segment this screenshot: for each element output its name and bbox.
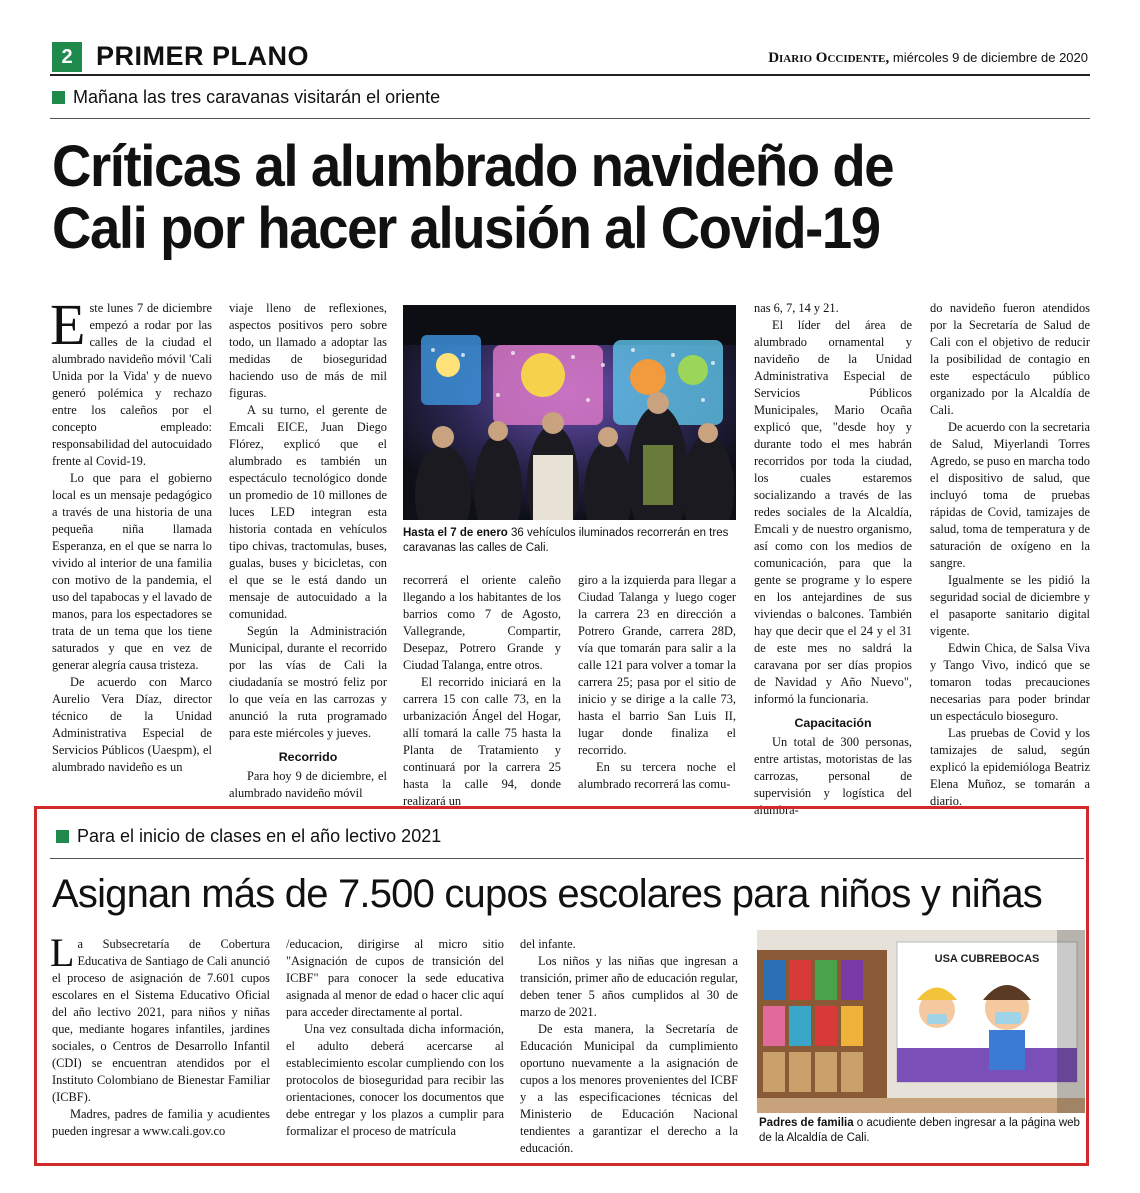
- paragraph: En su tercera noche el alumbrado recorrerá las comu-: [578, 760, 736, 791]
- classroom-photo: [757, 930, 1085, 1113]
- paragraph: a Subsecretaría de Cobertura Educativa de Santiago de Cali anunció el proceso de asignación de 7.601 cupos escolares en el Sistema Educativo Oficial del año lectivo 2021, para niños y niñas que, mediante hogares infantiles, jardines sociales, o Centros de Desarrollo Infantil (CDI) se encuentran atendidos por el Instituto Colombiano de Bienestar Familiar (ICBF).: [52, 937, 270, 1104]
- photo2-caption: [759, 1116, 1087, 1146]
- caption-bold: Padres de familia: [759, 1117, 854, 1129]
- paragraph: Para hoy 9 de diciembre, el alumbrado navideño móvil: [229, 769, 387, 800]
- paragraph: recorrerá el oriente caleño llegando a los habitantes de los barrios como 7 de Agosto, Vallegrande, Compartir, Desepaz, Potrero Grande y Ciudad Talanga, entre otros.: [403, 573, 561, 672]
- paragraph: Los niños y las niñas que ingresan a transición, primer año de educación regular, deben tener 5 años cumplidos al 30 de marzo de 2021.: [520, 954, 738, 1019]
- story1-column-5: [754, 300, 912, 819]
- caravan-photo: [403, 305, 736, 520]
- paragraph: viaje lleno de reflexiones, aspectos positivos pero sobre todo, un llamado a adoptar las medidas de bioseguridad haciendo uso de más de mil figuras.: [229, 301, 387, 400]
- paragraph: Un total de 300 personas, entre artistas, motoristas de las carrozas, personal de supervisión y logística del alumbra-: [754, 735, 912, 817]
- header-rule: [50, 74, 1090, 76]
- paragraph: Según la Administración Municipal, durante el recorrido por las vías de Cali la ciudadanía se mostró feliz por lo que veía en las carrozas y anunció la ruta programado para este miércoles y jueves.: [229, 624, 387, 740]
- kicker-rule: [50, 118, 1090, 119]
- paragraph: nas 6, 7, 14 y 21.: [754, 301, 839, 315]
- paragraph: A su turno, el gerente de Emcali EICE, Juan Diego Flórez, explicó que el alumbrado es también un espectáculo tecnológico donde un promedio de 10 millones de luces LED integran esta historia contada en vehículos tipo chivas, tractomulas, buses, gualas, buses y bicicletas, con el que se le está dando un mensaje de autocuidado a la comunidad.: [229, 403, 387, 621]
- paragraph: De acuerdo con Marco Aurelio Vera Díaz, director técnico de la Unidad Administrativa Especial de Servicios Públicos (Uaespm), el alumbrado navideño es un: [52, 675, 212, 774]
- paper-name: Diario Occidente,: [768, 50, 890, 66]
- story1-column-4: [578, 572, 736, 793]
- page-number: 2: [52, 42, 82, 72]
- paragraph: Edwin Chica, de Salsa Viva y Tango Vivo, indicó que se tomaron todas precauciones necesarias para poder brindar un espectáculo bioseguro.: [930, 641, 1090, 723]
- story1-column-3: [403, 572, 561, 810]
- story1-column-6: [930, 300, 1090, 810]
- section-title: PRIMER PLANO: [96, 41, 310, 71]
- drop-cap: L: [50, 930, 75, 975]
- story1-kicker: [52, 87, 440, 108]
- story2-kicker-text: Para el inicio de clases en el año lectivo 2021: [77, 826, 442, 846]
- paragraph: /educacion, dirigirse al micro sitio "Asignación de cupos de transición del ICBF" para conocer la sede educativa asignada al menor de edad o hacer clic aquí para acceder directamente al portal.: [286, 937, 504, 1019]
- paragraph: De acuerdo con la secretaria de Salud, Miyerlandi Torres Agredo, se puso en marcha todo el dispositivo de salud, que incluyó toma de pruebas rápidas de Covid, tamizajes de salud, toma de temperatura y de saturación de oxígeno en la sangre.: [930, 420, 1090, 570]
- paragraph: del infante.: [520, 937, 576, 951]
- paragraph: Lo que para el gobierno local es un mensaje pedagógico a través de una historia de una pequeña niña llamada Esperanza, en el que se narra lo vivido al interior de una familia con motivo de la pandemia, el uso del tapabocas y el lavado de manos, para los espectadores se trata de un tema que los tiene saturados y que en vez de generar alegría causa tristeza.: [52, 471, 212, 672]
- story1-headline: [52, 136, 1030, 260]
- dateline: [768, 50, 1088, 67]
- headline-line-2: Cali por hacer alusión al Covid-19: [52, 196, 880, 261]
- story1-column-1: [50, 292, 212, 776]
- paragraph: Igualmente se les pidió la seguridad social de diciembre y el pasaporte sanitario digital vigente.: [930, 573, 1090, 638]
- paragraph: giro a la izquierda para llegar a Ciudad Talanga y luego coger la carrera 23 en dirección a Potrero Grande, carrera 28D, vía que tomarán para salir a la calle 121 para volver a tomar la carrera 25; pasa por el sitio de inicio y se dirige a la calle 73, hasta el barrio San Luis II, lugar donde finaliza el recorrido.: [578, 573, 736, 757]
- subhead-recorrido: Recorrido: [278, 750, 338, 764]
- issue-date: miércoles 9 de diciembre de 2020: [889, 50, 1088, 65]
- paragraph: Una vez consultada dicha información, el adulto deberá acercarse al establecimiento escolar cumpliendo con los protocolos de bioseguridad para recibir las orientaciones, conocer los documentos que debe entregar y los plazos a cumplir para formalizar el proceso de matrícula: [286, 1022, 504, 1138]
- headline-line-1: Críticas al alumbrado navideño de: [52, 134, 894, 199]
- story2-column-1: [50, 930, 270, 1140]
- paragraph: Las pruebas de Covid y los tamizajes de salud, según explicó la epidemióloga Beatriz Elena Muñoz, se tomarán a diario.: [930, 726, 1090, 808]
- paragraph: El líder del área de alumbrado ornamental y navideño de la Unidad Administrativa Especial de Servicios Públicos Municipales, Mario Ocaña explicó que, "desde hoy y durante todo el mes habrán recorridos por toda la ciudad, los cuales estaremos socializando a través de las redes sociales de la Alcaldía, Emcali y de nuestro organismo, así como con los medios de comunicación, para que la gente se programe y lo espere en los antejardines de sus viviendas o balcones. También hay que decir que el 24 y el 31 de este mes no saldrá la caravana por ser días propios de Navidad y Año Nuevo", informó la funcionaria.: [754, 318, 912, 706]
- story1-column-2: [229, 300, 387, 802]
- caption-bold: Hasta el 7 de enero: [403, 527, 508, 539]
- story2-column-3: [520, 936, 738, 1157]
- story2-column-2: [286, 936, 504, 1140]
- paragraph: do navideño fueron atendidos por la Secretaría de Salud de Cali con el objetivo de reducir la posibilidad de contagio en este espectáculo público organizado por la Alcaldía de Cali.: [930, 301, 1090, 417]
- caption-text: o acudiente deben ingresar a la página web de la Alcaldía de Cali.: [759, 1117, 1080, 1144]
- drop-cap: E: [50, 292, 86, 357]
- kicker-rule: [50, 858, 1084, 859]
- subhead-capacitacion: Capacitación: [794, 716, 872, 730]
- paragraph: ste lunes 7 de diciembre empezó a rodar por las calles de la ciudad el alumbrado navideño móvil 'Cali Unida por la Vida' y de nuevo generó polémica y rechazo entre los caleños por el concepto empleado: responsabilidad del autocuidado frente al Covid-19.: [52, 301, 212, 468]
- caption-text: 36 vehículos iluminados recorrerán en tres caravanas las calles de Cali.: [403, 527, 729, 554]
- photo1-caption: [403, 526, 736, 556]
- paragraph: El recorrido iniciará en la carrera 15 con calle 73, en la urbanización Ángel del Hogar, allí tomará la calle 75 hasta la Planta de Tratamiento y continuará por la carrera 25 hasta la calle 94, donde realizará un: [403, 675, 561, 808]
- poster-sign-text: USA CUBREBOCAS: [934, 953, 1040, 965]
- paragraph: De esta manera, la Secretaría de Educación Municipal da cumplimiento oportuno nuevamente a la asignación de cupos a los menores provenientes del ICBF y a las especificaciones técnicas del Ministerio de Educación Nacional tendientes a garantizar el derecho a la educación.: [520, 1022, 738, 1155]
- kicker-square-icon: [56, 830, 69, 843]
- story2-kicker: [56, 826, 441, 847]
- paragraph: Madres, padres de familia y acudientes pueden ingresar a www.cali.gov.co: [52, 1107, 270, 1138]
- kicker-square-icon: [52, 91, 65, 104]
- story1-kicker-text: Mañana las tres caravanas visitarán el oriente: [73, 87, 441, 107]
- story2-headline: Asignan más de 7.500 cupos escolares para niños y niñas: [52, 872, 1042, 916]
